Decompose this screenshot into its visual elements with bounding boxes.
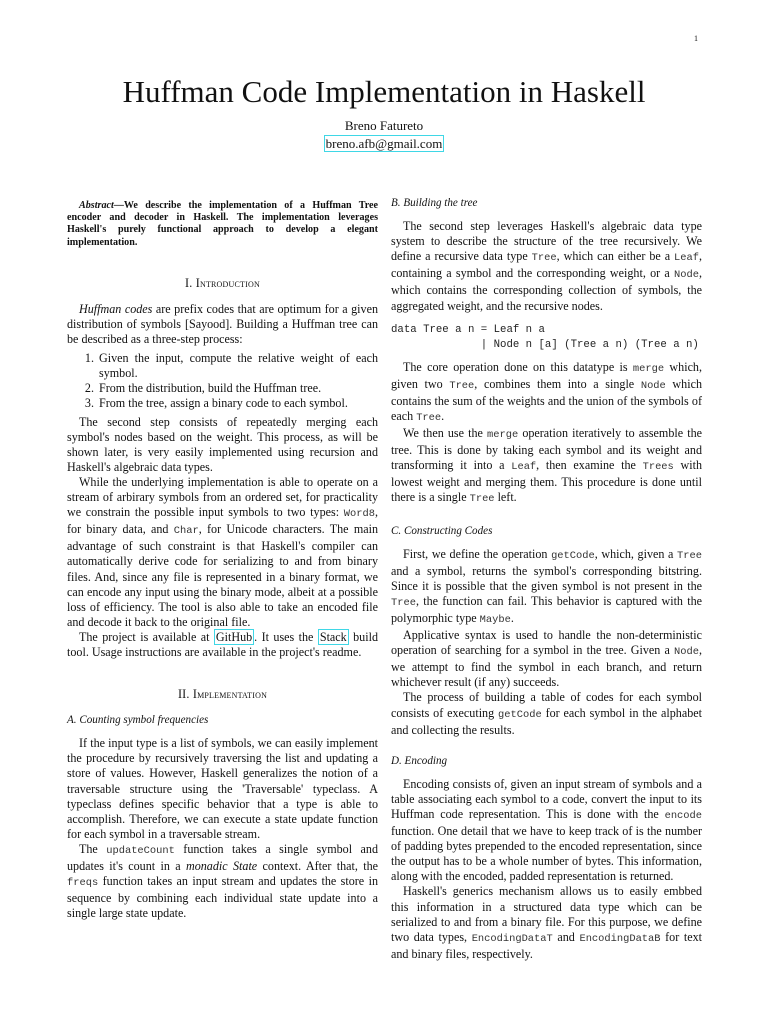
intro-paragraph-3 [67, 475, 378, 630]
subsection-heading-a: A. Counting symbol frequencies [67, 714, 209, 727]
list-item: 1. Given the input, compute the relative weight of each symbol. [97, 351, 378, 381]
text-run: We then use the [403, 426, 488, 441]
sub-d-paragraph-1 [391, 777, 702, 885]
sub-a-paragraph-2 [67, 842, 378, 921]
text-run: left. [494, 490, 517, 505]
section-title: Implementation [192, 687, 268, 702]
sub-b-paragraph-1 [391, 219, 702, 314]
inline-code: Node [674, 269, 699, 282]
inline-code: Char [173, 525, 199, 538]
right-column [391, 196, 702, 962]
text-run: , the function can fail. This behavior is captured with the polymorphic type [391, 593, 702, 625]
list-item: 3. From the tree, assign a binary code to each symbol. [97, 396, 378, 411]
intro-emphasis: Huffman codes [79, 301, 153, 316]
text-run: context. After that, the [257, 859, 378, 873]
inline-code: encode [664, 810, 702, 822]
text-run: , which can either be a [556, 249, 675, 264]
inline-code: getCode [498, 708, 542, 721]
code-line: | Node n [a] (Tree a n) (Tree a n) [391, 338, 699, 351]
text-run: Encoding consists of, given an input stream of symbols and a table associating each symbol to a code, convert the input to its Huffman code representation. This is done with the [391, 776, 702, 821]
text-run: . [441, 408, 445, 423]
section-title: Introduction [195, 275, 260, 290]
page-number: 1 [694, 34, 698, 43]
text-run: The process of building a table of codes for each symbol consists of executing [391, 690, 702, 720]
inline-code: freqs [67, 877, 99, 890]
text-run: and [552, 929, 580, 944]
text-run: , we attempt to find the symbol in each branch, and return whichever result (if any) succeeds. [391, 643, 702, 690]
inline-code: Tree [416, 411, 442, 424]
text-run: function takes a single symbol and updates it's count in a [67, 841, 378, 873]
text-run: with lowest weight and merging them. This procedure is done until there is a single [391, 458, 702, 505]
text-run: The core operation done on this datatype is [403, 359, 633, 374]
inline-code: Tree [677, 549, 702, 562]
author-email-line [0, 136, 768, 152]
subsection-heading-c: C. Constructing Codes [391, 524, 493, 537]
section-heading-implementation [67, 687, 378, 702]
sub-d-paragraph-2 [391, 884, 702, 961]
sub-c-paragraph-3 [391, 690, 702, 737]
text-run: Haskell's generics mechanism allows us to easily embbed this information in a structured data type which can be serialized to and from a binary file. For this purpose, we define two data types, [391, 884, 702, 944]
section-number: II. [177, 687, 190, 702]
text-run: The second step leverages Haskell's algebraic data type system to describe the structure of the tree recursively. We define a recursive data type [391, 219, 702, 264]
intro-steps-list [67, 351, 378, 411]
list-item: 2. From the distribution, build the Huffman tree. [97, 381, 378, 396]
code-line: data Tree a n = Leaf n a [391, 323, 545, 336]
sub-c-paragraph-1 [391, 547, 702, 628]
inline-code: Maybe [479, 613, 511, 626]
text-run: . It uses the [254, 629, 318, 644]
text-run: build tool. Usage instructions are available in the project's readme. [67, 629, 378, 659]
text-run: for each symbol in the alphabet and collecting the results. [391, 705, 702, 737]
paper-title: Huffman Code Implementation in Haskell [122, 74, 646, 109]
inline-code: Tree [449, 379, 475, 392]
inline-code: Trees [642, 461, 674, 474]
text-run: The [79, 841, 107, 856]
sub-b-paragraph-2 [391, 360, 702, 426]
text-run: which, given two [391, 359, 703, 391]
stack-link[interactable]: Stack [319, 629, 347, 644]
inline-code: Node [640, 379, 666, 392]
sub-c-paragraph-2 [391, 628, 702, 690]
inline-code: getCode [551, 549, 595, 562]
subsection-heading-b: B. Building the tree [391, 197, 478, 209]
text-run: , which contains the corresponding collection of symbols, the aggregated weight, and the recursive nodes. [391, 266, 702, 313]
text-run: , containing a symbol and the corresponding weight, or a [391, 249, 702, 281]
intro-paragraph-1 [67, 302, 378, 347]
sub-b-paragraph-3 [391, 426, 702, 507]
text-run: , for Unicode characters. The main advantage of such constraint is that Haskell's compiler can automatically derive code for serializing to and from binary files. And, since any file is represented in a binary format, we can encode any input using the binary mode, albeit at a possible loss of efficiency. The tool is also able to take an encoded file and decode it back to the original file. [67, 522, 378, 629]
text-run: Applicative syntax is used to handle the non-deterministic operation of searching for a symbol in the tree. Given a [391, 628, 702, 658]
emphasis: monadic State [185, 859, 258, 873]
inline-code: Tree [391, 596, 416, 609]
abstract-label: Abstract [79, 200, 114, 211]
sub-a-paragraph-1: If the input type is a list of symbols, we can easily implement the procedure by recursively traversing the list and updating a store of values. However, Haskell generalizes the notion of a traversable structure using the 'Traversable' typeclass. A typeclass defines specific behavior that a type is able to accomplish. Therefore, we can execute a state update function for each symbol in a traversable stream. [67, 736, 378, 841]
text-run: function takes an input stream and updates the store in sequence by combining each individual state update into a single large state update. [67, 874, 378, 921]
text-run: which contains the sum of the weights and the union of the symbols of each [391, 376, 702, 423]
abstract-text: —We describe the implementation of a Huffman Tree encoder and decoder in Haskell. The implementation leverages Haskell's purely functional approach to develop a elegant implementation. [67, 200, 378, 248]
author-name: Breno Fatureto [344, 118, 424, 133]
section-number: I. [185, 275, 193, 290]
inline-code: Leaf [674, 252, 699, 265]
inline-code: Word8 [343, 508, 375, 521]
intro-p1-text: are prefix codes that are optimum for a given distribution of symbols [Sayood]. Building a Huffman tree can be described as a three-step process: [67, 301, 379, 347]
text-run: . [510, 610, 514, 625]
text-run: While the underlying implementation is able to operate on a stream of arbirary symbols from an ordered set, for practicality we constrain the possible input symbols to two types: [67, 474, 378, 520]
inline-code: merge [487, 429, 519, 442]
inline-code: Leaf [511, 461, 537, 474]
text-run: First, we define the operation [403, 546, 552, 561]
github-link[interactable]: GitHub [215, 629, 253, 644]
abstract [67, 200, 378, 249]
inline-code: Tree [531, 252, 557, 265]
text-run: , which, given a [594, 546, 678, 561]
section-heading-introduction [67, 276, 378, 291]
text-run: and a symbol, returns the symbol's corresponding bitstring. Since it is possible that the given symbol is not present in the [391, 563, 702, 593]
text-run: , for binary data, and [67, 505, 378, 537]
left-column [67, 196, 378, 921]
inline-code: Tree [469, 493, 495, 506]
code-block [391, 323, 702, 353]
subsection-heading-d: D. Encoding [391, 754, 448, 767]
inline-code: updateCount [106, 844, 175, 857]
inline-code: merge [632, 362, 665, 375]
text-run: , combines them into a single [474, 376, 641, 391]
inline-code: EncodingDataB [579, 932, 661, 945]
author-email-link[interactable]: breno.afb@gmail.com [325, 136, 443, 151]
inline-code: EncodingDataT [471, 932, 553, 945]
intro-paragraph-4 [67, 630, 378, 660]
text-run: The project is available at [79, 629, 214, 644]
text-run: function. One detail that we have to keep track of is the number of padding bytes prepended to the encoded representation, since the output has to be a whole number of bytes. This information, along with the encoded, padded representation is returned. [391, 824, 702, 884]
text-run: operation iteratively to assemble the tree. This is done by taking each symbol and its weight and transforming it into a [391, 426, 703, 473]
text-run: for text and binary files, respectively. [391, 929, 702, 961]
text-run: , then examine the [536, 458, 643, 473]
intro-paragraph-2: The second step consists of repeatedly merging each symbol's nodes based on the weight. This process, as will be shown later, is very easily implemented using recursion and Haskell's algebraic data types. [67, 414, 378, 474]
inline-code: Node [674, 646, 699, 659]
